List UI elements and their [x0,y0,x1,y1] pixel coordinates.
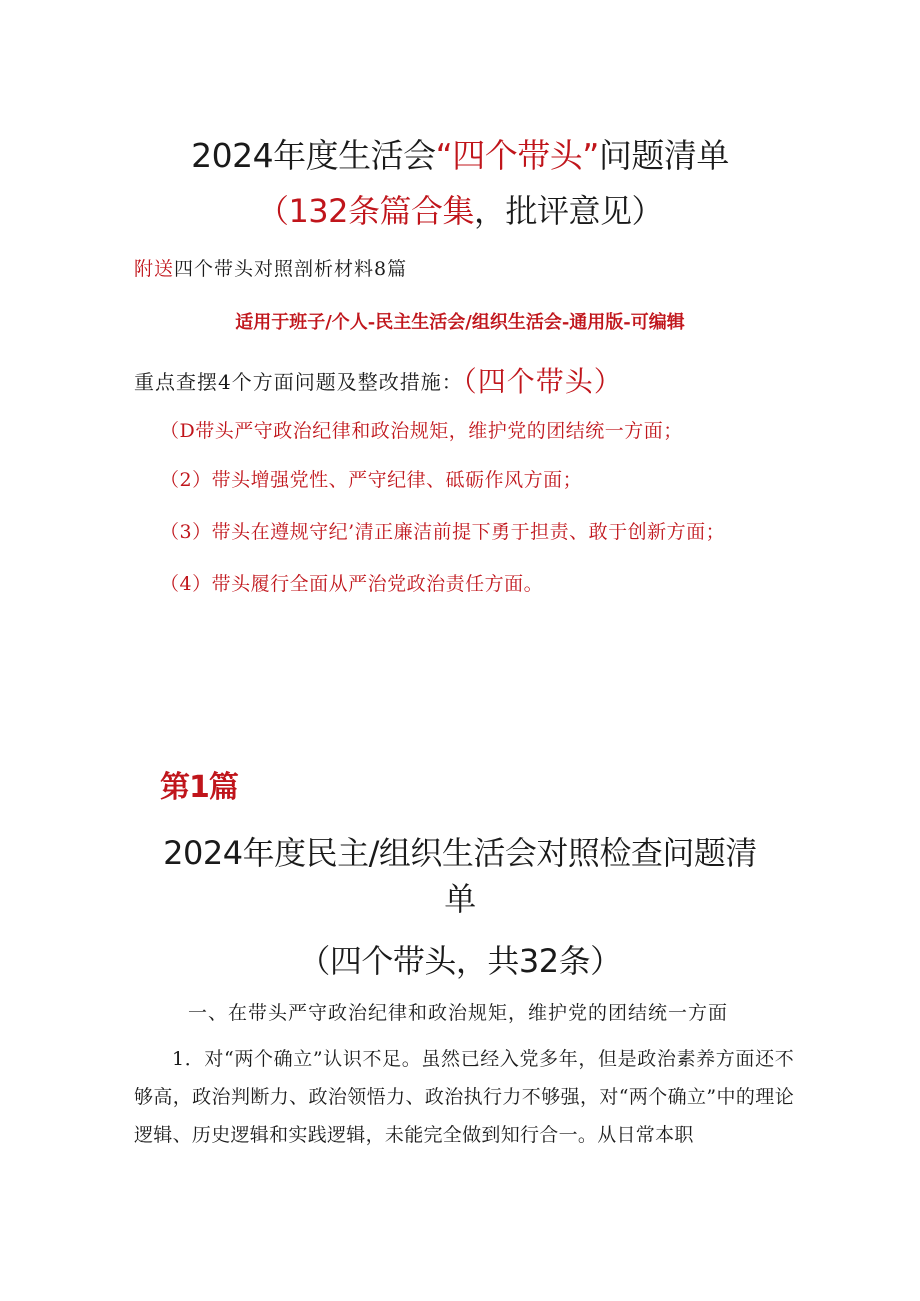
focus-item: （4）带头履行全面从严治党政治责任方面。 [160,573,544,595]
cover-title-highlight: “四个带头” [435,136,599,175]
focus-heading-tag: （四个带头） [462,365,623,398]
cover-title [0,130,920,177]
attachment-note [134,254,407,281]
attachment-note-prefix: 附送 [134,258,175,280]
cover-subtitle [0,186,920,232]
focus-heading [134,360,623,400]
focus-item: （D带头严守政治纪律和政治规矩，维护党的团结统一方面； [160,420,683,442]
part-title: 2024年度民主/组织生活会对照检查问题清单 [163,834,757,918]
cover-title-pre: 2024年度生活会 [191,136,436,175]
section-heading: 一、在带头严守政治纪律和政治规矩，维护党的团结统一方面 [188,1002,729,1024]
cover-subtitle-rest: ，批评意见） [474,192,664,230]
scope-note: 适用于班子/个人-民主生活会/组织生活会-通用版-可编辑 [235,312,685,333]
cover-title-post: 问题清单 [598,136,729,175]
cover-subtitle-highlight: （132条篇合集 [256,192,475,230]
focus-item: （3）带头在遵规守纪’清正廉洁前提下勇于担责、敢于创新方面； [160,521,726,543]
part-label: 第1篇 [160,770,238,805]
focus-heading-text: 重点查摆4个方面问题及整改措施： [134,370,463,394]
part-subtitle: （四个带头，共32条） [298,942,622,980]
body-paragraph: 1．对“两个确立”认识不足。虽然已经入党多年，但是政治素养方面还不够高，政治判断力、政治领悟力、政治执行力不够强，对“两个确立”中的理论逻辑、历史逻辑和实践逻辑，未能完全做到知行合一。从日常本职 [134,1048,794,1146]
focus-item: （2）带头增强党性、严守纪律、砥砺作风方面； [160,469,583,491]
attachment-note-text: 四个带头对照剖析材料8篇 [174,258,408,280]
